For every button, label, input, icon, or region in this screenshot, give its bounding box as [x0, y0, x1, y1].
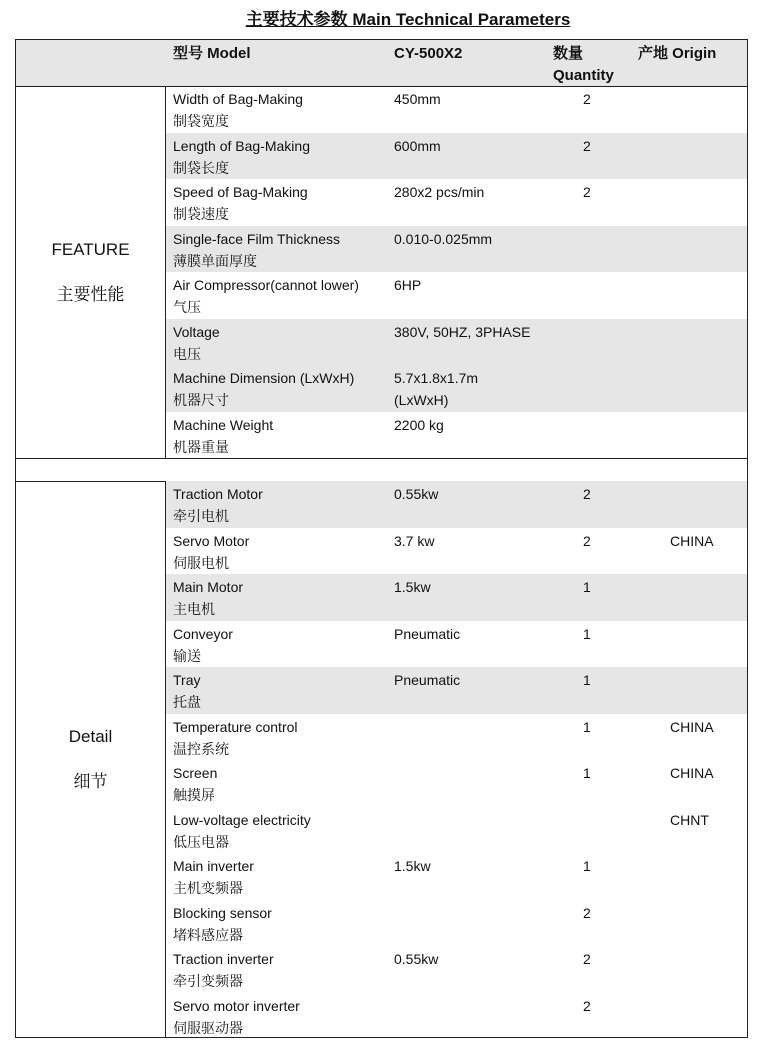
- param-value: [394, 414, 444, 436]
- param-name-en: Main Motor: [173, 579, 244, 595]
- param-name: [173, 135, 310, 179]
- param-value: [394, 321, 530, 343]
- param-name: [173, 669, 201, 713]
- param-name-en: Tray: [173, 672, 201, 688]
- param-name-cn: 输送: [173, 647, 201, 664]
- param-name-cn: 气压: [173, 299, 201, 315]
- param-value-line: 450mm: [394, 91, 441, 107]
- param-value-line: 380V, 50HZ, 3PHASE: [394, 323, 531, 340]
- param-name: [173, 902, 272, 946]
- param-quantity: [583, 762, 591, 784]
- param-value-line: 600mm: [394, 137, 441, 154]
- param-name-en: Blocking sensor: [173, 904, 272, 921]
- param-name-cn: 机器重量: [173, 438, 229, 455]
- param-name: [173, 623, 233, 667]
- quantity-value: 1: [583, 718, 591, 735]
- param-name-en: Traction inverter: [173, 951, 274, 967]
- param-value: [394, 483, 438, 505]
- param-quantity: [583, 88, 591, 110]
- param-name-en: Speed of Bag-Making: [173, 184, 308, 200]
- detail-label: Detail 细节: [16, 481, 166, 1037]
- detail-section: [16, 481, 747, 1037]
- param-name-en: Low-voltage electricity: [173, 811, 311, 828]
- model-value: CY-500X2: [394, 45, 463, 62]
- param-name-en: Machine Dimension (LxWxH): [173, 370, 355, 386]
- quantity-value: 1: [583, 579, 591, 595]
- param-name-cn: 主机变频器: [173, 880, 243, 896]
- param-value-line: 0.55kw: [394, 951, 439, 967]
- spacer-row: [16, 458, 747, 482]
- param-name-cn: 温控系统: [173, 740, 229, 757]
- param-value: [394, 855, 431, 877]
- origin-value: CHINA: [670, 765, 714, 781]
- param-value: [394, 274, 421, 296]
- table-row: [166, 86, 747, 133]
- param-name-en: Servo Motor: [173, 532, 250, 549]
- param-name-cn: 伺服电机: [173, 554, 229, 571]
- feature-section: [16, 86, 747, 458]
- table-header: [16, 40, 747, 87]
- quantity-value: 2: [583, 137, 591, 154]
- param-origin: [670, 762, 714, 784]
- param-name-cn: 主电机: [173, 601, 215, 617]
- param-quantity: [583, 995, 591, 1017]
- param-name: [173, 716, 298, 760]
- param-name-en: Width of Bag-Making: [173, 91, 303, 107]
- origin-value: CHNT: [670, 811, 709, 828]
- param-value-line: Pneumatic: [394, 672, 461, 688]
- param-quantity: [583, 483, 591, 505]
- param-name-en: Main inverter: [173, 858, 254, 874]
- table-row: [166, 714, 747, 761]
- param-name: [173, 576, 243, 620]
- param-quantity: [583, 576, 591, 598]
- param-value: [394, 135, 441, 157]
- param-quantity: [583, 902, 591, 924]
- param-name: [173, 414, 273, 458]
- quantity-value: 2: [583, 904, 591, 921]
- param-quantity: [583, 181, 591, 203]
- origin-value: CHINA: [670, 532, 714, 549]
- param-name-en: Single-face Film Thickness: [173, 230, 341, 247]
- param-value: [394, 88, 441, 110]
- quantity-value: 2: [583, 91, 591, 107]
- param-name-cn: 制袋长度: [173, 159, 229, 176]
- quantity-value: 1: [583, 858, 591, 874]
- param-name: [173, 483, 263, 527]
- param-name: [173, 181, 308, 225]
- param-name-en: Machine Weight: [173, 416, 274, 433]
- param-quantity: [583, 716, 591, 738]
- quantity-value: 2: [583, 951, 591, 967]
- param-quantity: [583, 530, 591, 552]
- table-row: [166, 946, 747, 993]
- param-name: [173, 321, 220, 365]
- param-value: [394, 669, 460, 691]
- param-value-line: 3.7 kw: [394, 532, 435, 549]
- param-name-en: Servo motor inverter: [173, 997, 300, 1014]
- param-value: [394, 228, 492, 250]
- feature-label: FEATURE 主要性能: [16, 86, 166, 458]
- param-origin: [670, 716, 714, 738]
- table-row: [166, 179, 747, 226]
- table-row: [166, 574, 747, 621]
- quantity-header: 数量 Quantity: [553, 45, 614, 84]
- param-name-cn: 机器尺寸: [173, 392, 229, 408]
- param-name-en: Screen: [173, 765, 218, 781]
- param-name-cn: 堵料感应器: [173, 926, 243, 943]
- table-row: [166, 481, 747, 528]
- param-origin: [670, 530, 714, 552]
- param-name-cn: 托盘: [173, 694, 201, 710]
- param-name-cn: 伺服驱动器: [173, 1019, 243, 1036]
- origin-header: 产地 Origin: [638, 45, 717, 62]
- param-origin: [670, 809, 709, 831]
- param-value-line: 2200 kg: [394, 416, 444, 433]
- param-value: [394, 181, 484, 203]
- quantity-value: 2: [583, 486, 591, 502]
- param-value-line: 5.7x1.8x1.7m: [394, 370, 479, 386]
- param-quantity: [583, 948, 591, 970]
- origin-value: CHINA: [670, 718, 714, 735]
- page-title: 主要技术参数 Main Technical Parameters: [245, 10, 571, 29]
- param-name-cn: 制袋宽度: [173, 113, 229, 129]
- param-value: [394, 530, 434, 552]
- quantity-value: 1: [583, 625, 591, 642]
- param-name-en: Air Compressor(cannot lower): [173, 277, 359, 293]
- param-value-line: Pneumatic: [394, 625, 461, 642]
- param-name: [173, 274, 359, 318]
- table-row: [166, 412, 747, 459]
- param-quantity: [583, 855, 591, 877]
- param-name: [173, 762, 217, 806]
- model-label: 型号 Model: [173, 45, 251, 62]
- param-name-en: Length of Bag-Making: [173, 137, 310, 154]
- table-row: [166, 226, 747, 273]
- param-name-cn: 牵引电机: [173, 508, 229, 524]
- param-value-line: 6HP: [394, 277, 422, 293]
- param-name: [173, 367, 354, 411]
- table-row: [166, 272, 747, 319]
- param-name-cn: 薄膜单面厚度: [173, 252, 257, 269]
- table-row: [166, 528, 747, 575]
- quantity-value: 1: [583, 672, 591, 688]
- table-row: [166, 807, 747, 854]
- param-value-line: 280x2 pcs/min: [394, 184, 485, 200]
- param-value: [394, 948, 438, 970]
- param-name-en: Temperature control: [173, 718, 298, 735]
- param-quantity: [583, 623, 591, 645]
- param-name-cn: 触摸屏: [173, 787, 215, 803]
- quantity-value: 1: [583, 765, 591, 781]
- param-value: [394, 623, 460, 645]
- param-name: [173, 809, 311, 853]
- table-row: [166, 993, 747, 1040]
- table-row: [166, 319, 747, 366]
- param-value-line: 0.010-0.025mm: [394, 230, 493, 247]
- param-name: [173, 855, 254, 899]
- param-value-line: 0.55kw: [394, 486, 439, 502]
- param-name: [173, 995, 300, 1039]
- table-row: [166, 365, 747, 412]
- param-name-cn: 牵引变频器: [173, 973, 243, 989]
- param-name-cn: 电压: [173, 345, 201, 362]
- param-quantity: [583, 135, 591, 157]
- param-value-line2: (LxWxH): [394, 392, 449, 408]
- param-name-en: Conveyor: [173, 625, 233, 642]
- table-row: [166, 760, 747, 807]
- param-name: [173, 228, 340, 272]
- quantity-value: 2: [583, 997, 591, 1014]
- quantity-value: 2: [583, 184, 591, 200]
- table-row: [166, 667, 747, 714]
- param-name: [173, 88, 303, 132]
- param-quantity: [583, 669, 591, 691]
- param-value-line: 1.5kw: [394, 579, 431, 595]
- param-value: [394, 576, 431, 598]
- table-row: [166, 621, 747, 668]
- table-row: [166, 133, 747, 180]
- parameters-table: [15, 39, 748, 1038]
- table-row: [166, 853, 747, 900]
- param-value: [394, 367, 478, 411]
- param-value-line: 1.5kw: [394, 858, 431, 874]
- param-name: [173, 530, 249, 574]
- param-name-cn: 制袋速度: [173, 206, 229, 222]
- param-name-cn: 低压电器: [173, 833, 229, 850]
- param-name: [173, 948, 274, 992]
- detail-rows: [166, 481, 747, 1039]
- table-row: [166, 900, 747, 947]
- quantity-value: 2: [583, 532, 591, 549]
- param-name-en: Traction Motor: [173, 486, 263, 502]
- feature-rows: [166, 86, 747, 458]
- param-name-en: Voltage: [173, 323, 220, 340]
